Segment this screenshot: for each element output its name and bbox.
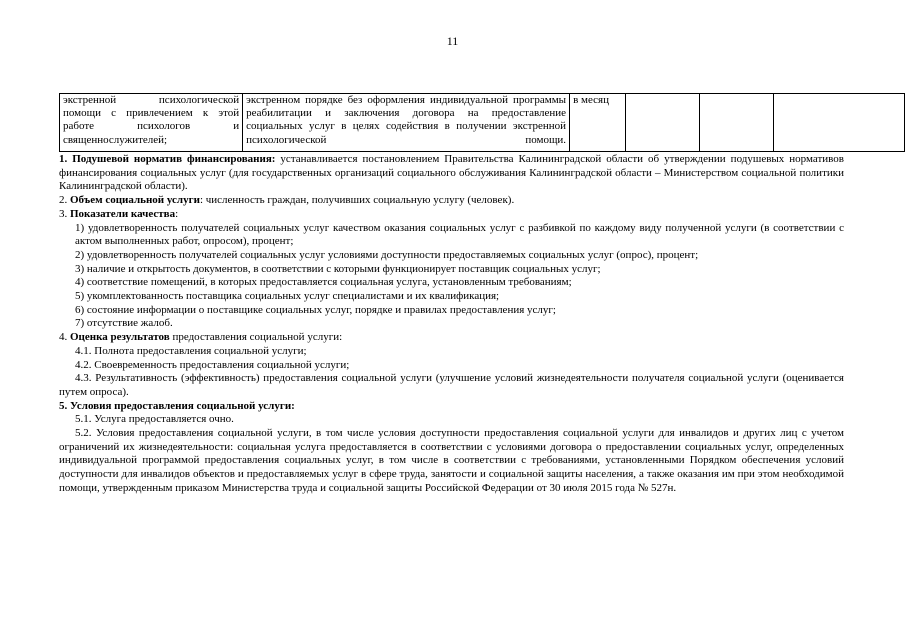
section-financing <box>59 153 844 194</box>
table-cell-unit: в месяц <box>570 94 625 152</box>
section-quality <box>59 208 844 222</box>
section-text: устанавливается постановлением Правительства Калининградской области об утверждении подушевых нормативов финансирования социальных услуг (для государственных организаций социального обслуживания Калининградской области – Министерством социальной политики Калининградской области). <box>59 153 844 193</box>
page-number: 11 <box>446 34 459 48</box>
section-heading: Показатели качества <box>70 207 176 220</box>
list-item: 5.2. Условия предоставления социальной услуги, в том числе условия доступности предоставления социальной услуги для инвалидов и других лиц с учетом ограничений их жизнедеятельности: социальная услуга предоставляется в соответствии с условиями договора о предоставлении социальных услуг, определенных индивидуальной программой предоставления социальных услуг, в том числе в соответствии с требованиями, установленными Порядком обеспечения условий доступности для инвалидов объектов и предоставляемых услуг в сфере труда, занятости и социальной защиты населения, а также оказания им при этом необходимой помощи, утвержденным приказом Министерства труда и социальной защиты Российской Федерации от 30 июля 2015 года № 527н. <box>59 427 844 494</box>
table-cell-service-name: экстренной психологической помощи с привлечением к этой работе психологов и священнослужителей; <box>60 94 243 152</box>
list-item: 5) укомплектованность поставщика социальных услуг специалистами и их квалификация; <box>75 290 500 303</box>
list-item: 5.1. Услуга предоставляется очно. <box>75 413 234 426</box>
section-text: : численность граждан, получивших социальную услугу (человек). <box>199 194 515 207</box>
section-heading: 5. Условия предоставления социальной услуги: <box>59 399 295 412</box>
table-cell-empty <box>699 94 773 152</box>
table-cell-empty <box>625 94 699 152</box>
document-body <box>59 153 844 496</box>
section-text: предоставления социальной услуги: <box>169 331 343 344</box>
section-volume <box>59 194 844 208</box>
list-item: 4.3. Результативность (эффективность) предоставления социальной услуги (улучшение условий жизнедеятельности получателя социальной услуги (оценивается путем опроса). <box>59 372 844 398</box>
table-cell-empty <box>774 94 905 152</box>
list-item: 1) удовлетворенность получателей социальных услуг качеством оказания социальных услуг с разбивкой по каждому виду полученной услуги (в соответствии с актом выполненных работ, опросом), процент; <box>75 221 844 248</box>
table-cell-service-description: экстренном порядке без оформления индивидуальной программы реабилитации и заключения договора на предоставление социальных услуг в целях содействия в получении экстренной психологической помощи. <box>243 94 570 152</box>
list-item: 4.2. Своевременность предоставления социальной услуги; <box>75 358 350 371</box>
list-item: 4) соответствие помещений, в которых предоставляется социальная услуга, установленным требованиям; <box>75 276 572 289</box>
list-item: 4.1. Полнота предоставления социальной услуги; <box>75 344 307 357</box>
section-heading: Оценка результатов <box>70 331 170 344</box>
list-item: 2) удовлетворенность получателей социальных услуг условиями доступности предоставляемых социальных услуг (опрос), процент; <box>75 248 699 261</box>
section-heading: 1. Подушевой норматив финансирования: <box>59 153 276 165</box>
section-conditions <box>59 400 844 414</box>
section-heading: Объем социальной услуги <box>70 194 200 207</box>
section-number: 2. <box>59 194 70 207</box>
section-evaluation <box>59 331 844 345</box>
section-number: 3. <box>59 207 70 220</box>
list-item: 7) отсутствие жалоб. <box>75 317 173 330</box>
list-item: 6) состояние информации о поставщике социальных услуг, порядке и правилах предоставления услуг; <box>75 303 556 316</box>
list-item: 3) наличие и открытость документов, в соответствии с которыми функционирует поставщик социальных услуг; <box>75 262 601 275</box>
section-number: 4. <box>59 331 70 344</box>
section-text: : <box>175 207 179 220</box>
table-row <box>60 94 905 152</box>
continued-services-table <box>59 93 905 152</box>
